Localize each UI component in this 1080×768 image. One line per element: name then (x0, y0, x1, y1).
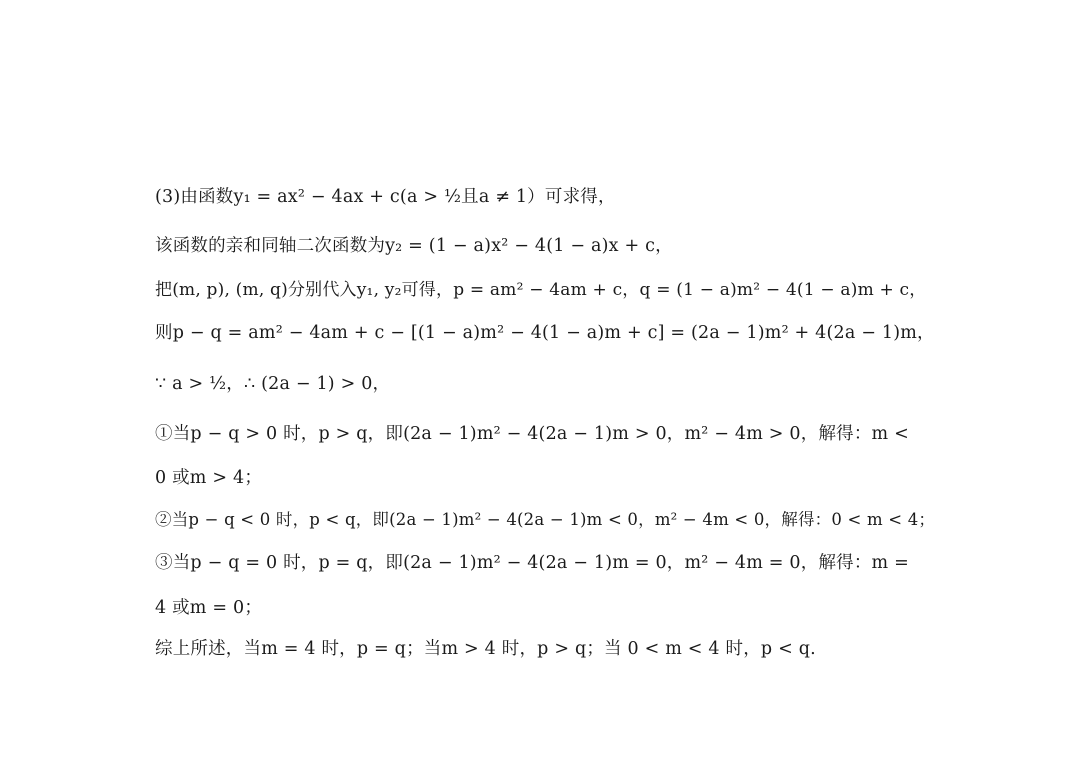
solution-line-9: ③当p − q = 0 时，p = q，即(2a − 1)m² − 4(2a − 1)m = 0，m² − 4m = 0，解得：m = (155, 553, 909, 573)
solution-line-11: 综上所述，当m = 4 时，p = q；当m > 4 时，p > q；当 0 < m < 4 时，p < q. (155, 639, 816, 659)
solution-line-6: ①当p − q > 0 时，p > q，即(2a − 1)m² − 4(2a − 1)m > 0，m² − 4m > 0，解得：m < (155, 424, 909, 444)
solution-line-3: 把(m, p), (m, q)分别代入y₁, y₂可得，p = am² − 4am + c，q = (1 − a)m² − 4(1 − a)m + c， (155, 280, 927, 300)
solution-line-10: 4 或m = 0； (155, 598, 263, 618)
solution-line-8: ②当p − q < 0 时，p < q，即(2a − 1)m² − 4(2a − 1)m < 0，m² − 4m < 0，解得：0 < m < 4； (155, 510, 936, 529)
solution-line-5: ∵ a > ½，∴ (2a − 1) > 0， (155, 374, 391, 394)
solution-line-1: (3)由函数y₁ = ax² − 4ax + c(a > ½且a ≠ 1）可求得， (155, 187, 616, 207)
solution-line-4: 则p − q = am² − 4am + c − [(1 − a)m² − 4(1 − a)m + c] = (2a − 1)m² + 4(2a − 1)m， (155, 323, 935, 343)
solution-line-7: 0 或m > 4； (155, 468, 263, 488)
solution-line-2: 该函数的亲和同轴二次函数为y₂ = (1 − a)x² − 4(1 − a)x + c， (155, 236, 673, 256)
